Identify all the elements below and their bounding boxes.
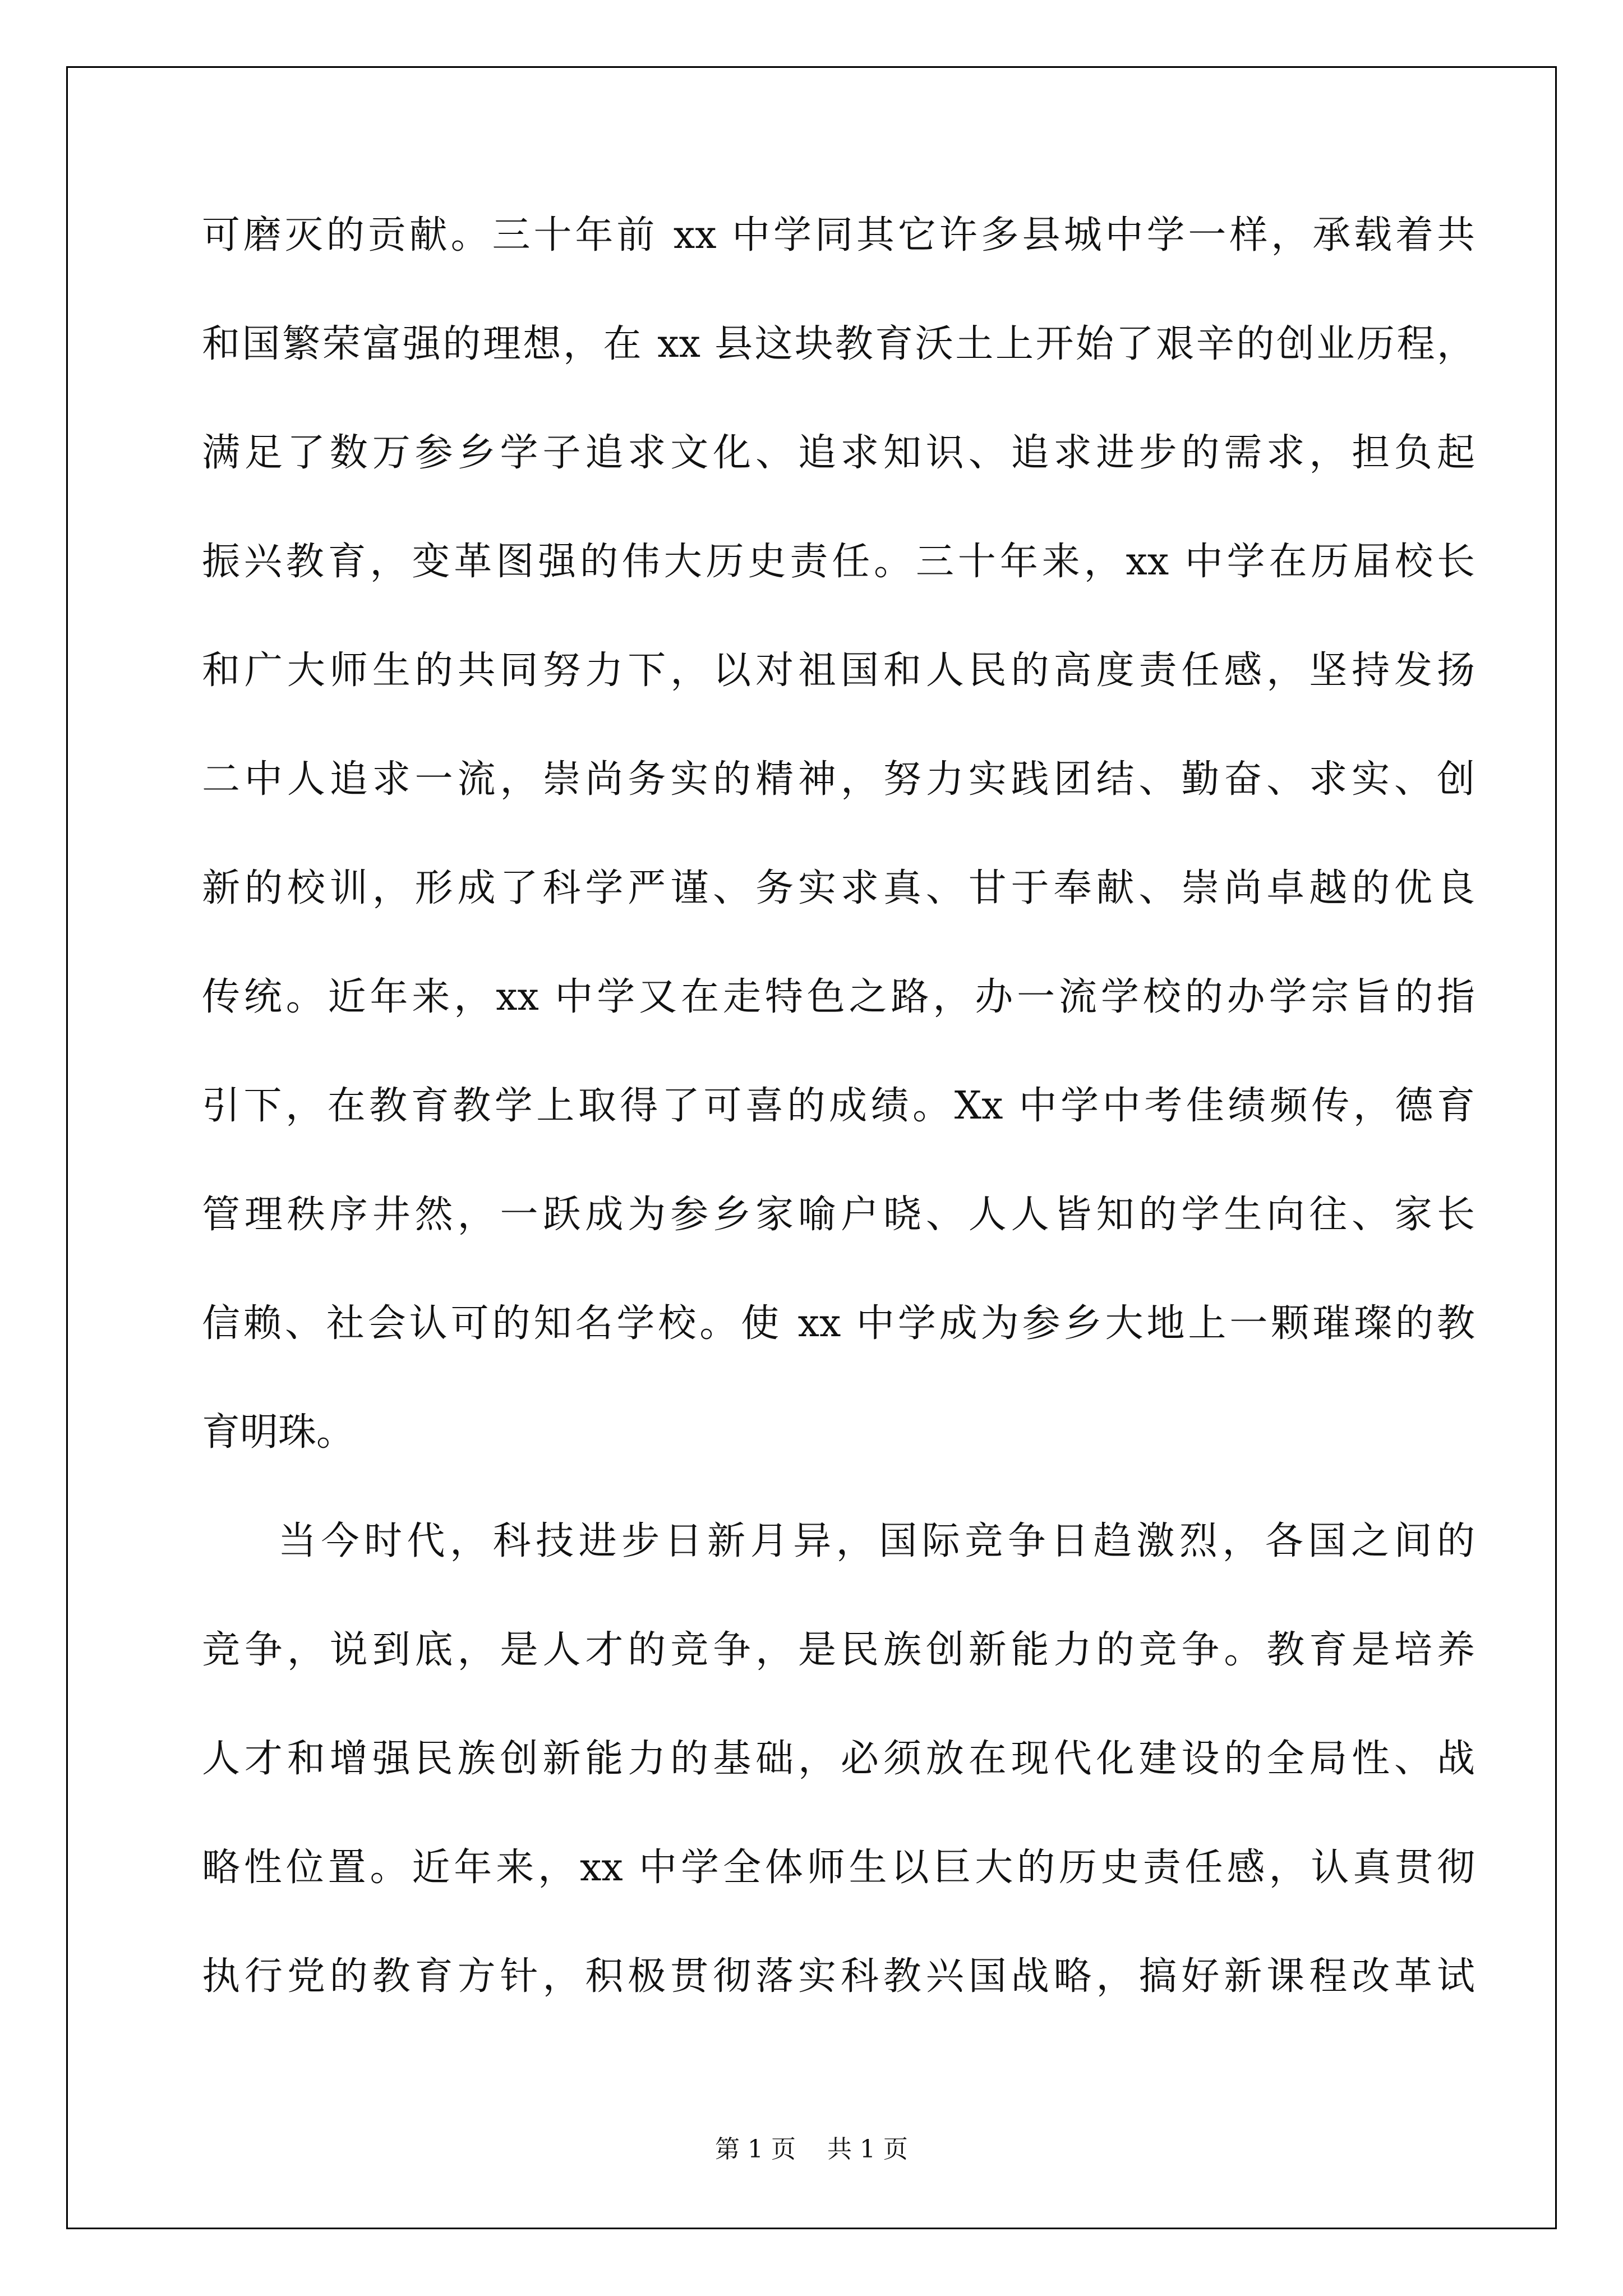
text-line: 执行党的教育方针，积极贯彻落实科教兴国战略，搞好新课程改革试 xyxy=(202,1954,1475,1999)
text-line: 管理秩序井然，一跃成为参乡家喻户晓、人人皆知的学生向往、家长 xyxy=(202,1193,1475,1237)
text-line: 略性位置。近年来，xx 中学全体师生以巨大的历史责任感，认真贯彻 xyxy=(202,1846,1475,1890)
text-line: 当今时代，科技进步日新月异，国际竞争日趋激烈，各国之间的 xyxy=(278,1519,1475,1563)
text-line: 和国繁荣富强的理想，在 xx 县这块教育沃土上开始了艰辛的创业历程， xyxy=(202,322,1475,366)
paragraph xyxy=(202,1513,1475,2058)
text-line: 振兴教育，变革图强的伟大历史责任。三十年来，xx 中学在历届校长 xyxy=(202,540,1475,584)
text-line: 育明珠。 xyxy=(202,1410,355,1455)
text-line: 传统。近年来，xx 中学又在走特色之路，办一流学校的办学宗旨的指 xyxy=(202,975,1475,1019)
text-line: 可磨灭的贡献。三十年前 xx 中学同其它许多县城中学一样，承载着共 xyxy=(202,213,1475,257)
paragraph xyxy=(202,208,1475,1513)
text-line: 满足了数万参乡学子追求文化、追求知识、追求进步的需求，担负起 xyxy=(202,431,1475,475)
text-line: 竞争，说到底，是人才的竞争，是民族创新能力的竞争。教育是培养 xyxy=(202,1628,1475,1672)
text-line: 和广大师生的共同努力下，以对祖国和人民的高度责任感，坚持发扬 xyxy=(202,648,1475,693)
text-line: 引下，在教育教学上取得了可喜的成绩。Xx 中学中考佳绩频传，德育 xyxy=(202,1084,1475,1128)
document-body xyxy=(202,208,1475,2058)
text-line: 新的校训，形成了科学严谨、务实求真、甘于奉献、崇尚卓越的优良 xyxy=(202,866,1475,910)
text-line: 信赖、社会认可的知名学校。使 xx 中学成为参乡大地上一颗璀璨的教 xyxy=(202,1301,1475,1346)
text-line: 人才和增强民族创新能力的基础，必须放在现代化建设的全局性、战 xyxy=(202,1737,1475,1781)
text-line: 二中人追求一流，崇尚务实的精神，努力实践团结、勤奋、求实、创 xyxy=(202,757,1475,802)
page-number-footer: 第 1 页 共 1 页 xyxy=(715,2135,908,2164)
